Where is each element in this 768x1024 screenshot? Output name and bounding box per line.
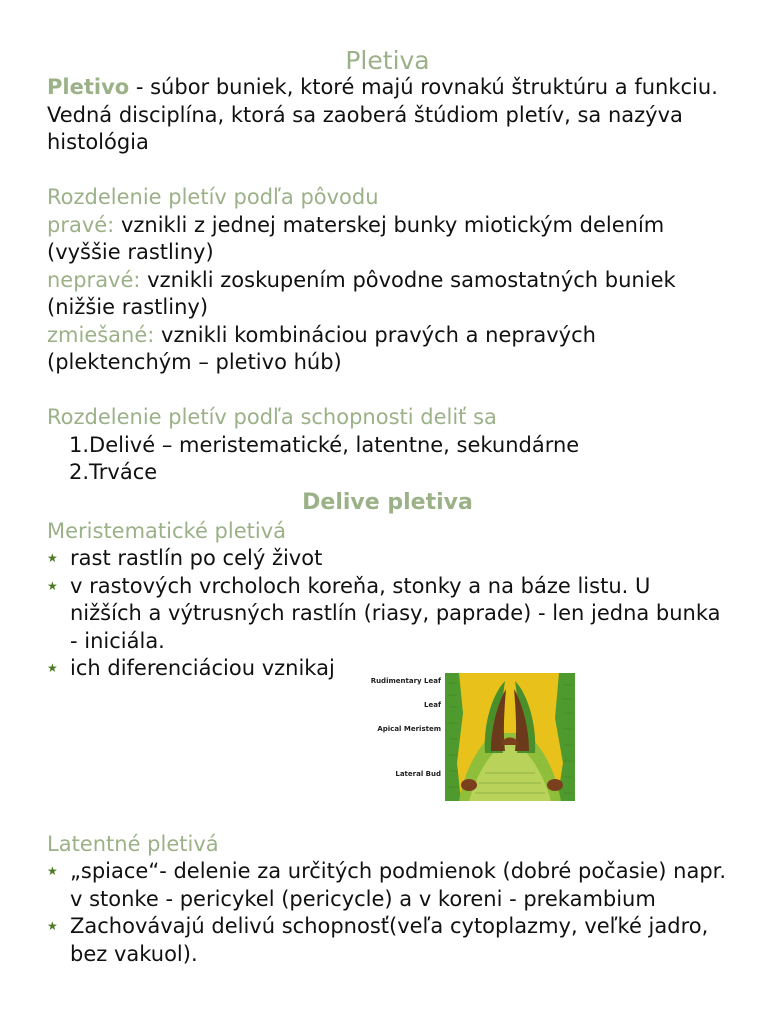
intro-text: - súbor buniek, ktoré majú rovnakú štruktúru a funkciu. Vedná disciplína, ktorá sa zaoberá štúdiom pletív, sa nazýva histológia [47, 75, 718, 154]
list-item [47, 913, 728, 968]
star-icon: ★ [47, 661, 58, 675]
list-item [47, 573, 728, 656]
figure-label: Rudimentary Leaf [370, 676, 441, 685]
bullet-text: Zachovávajú delivú schopnosť(veľa cytoplazmy, veľké jadro, bez vakuol). [70, 914, 709, 966]
origin-item [47, 212, 728, 267]
origin-text: vznikli zoskupením pôvodne samostatných buniek (nižšie rastliny) [47, 267, 676, 319]
origin-item [47, 267, 728, 322]
star-icon: ★ [47, 551, 58, 565]
figure-label: Leaf [424, 700, 441, 709]
section-heading: Delive pletiva [302, 489, 473, 515]
origin-item [47, 322, 728, 377]
spacer [47, 157, 728, 185]
latent-heading: Latentné pletivá [47, 831, 219, 856]
list-item [47, 858, 728, 913]
origin-term: zmiešané: [47, 322, 155, 347]
origin-term: pravé: [47, 212, 115, 237]
origin-term: nepravé: [47, 267, 141, 292]
meristem-list [47, 545, 728, 683]
division-item: 2.Trváce [69, 460, 158, 484]
division-list [47, 432, 728, 487]
micrograph-image [445, 673, 575, 801]
star-icon: ★ [47, 919, 58, 933]
intro-term: Pletivo [47, 75, 130, 99]
apical-meristem-figure [363, 673, 575, 801]
division-heading: Rozdelenie pletív podľa schopnosti deliť sa [47, 405, 497, 429]
division-item: 1.Delivé – meristematické, latentne, sekundárne [69, 432, 580, 457]
meristem-heading: Meristematické pletivá [47, 518, 286, 543]
intro-paragraph [47, 74, 728, 157]
origin-text: vznikli kombináciou pravých a nepravých (plektenchým – pletivo húb) [47, 322, 596, 374]
origin-text: vznikli z jednej materskej bunky miotickým delením (vyššie rastliny) [47, 212, 665, 264]
bullet-text: „spiace“- delenie za určitých podmienok (dobré počasie) napr. v stonke - pericykel (pericycle) a v koreni - prekambium [70, 859, 727, 911]
bullet-text: ich diferenciáciou vznikaj [70, 656, 335, 680]
figure-container [47, 676, 728, 809]
star-icon: ★ [47, 578, 58, 593]
list-item [47, 545, 728, 573]
page-title: Pletiva [345, 46, 430, 75]
latent-list [47, 858, 728, 968]
spacer [47, 377, 728, 405]
figure-label: Apical Meristem [377, 724, 441, 733]
origin-heading: Rozdelenie pletív podľa pôvodu [47, 185, 379, 209]
figure-labels [363, 673, 445, 801]
figure-label: Lateral Bud [395, 769, 441, 778]
bullet-text: rast rastlín po celý život [70, 546, 323, 570]
star-icon: ★ [47, 864, 58, 878]
bullet-text: v rastových vrcholoch koreňa, stonky a na báze listu. U nižších a výtrusných rastlín (riasy, paprade) - len jedna bunka - iniciála. [70, 573, 721, 653]
